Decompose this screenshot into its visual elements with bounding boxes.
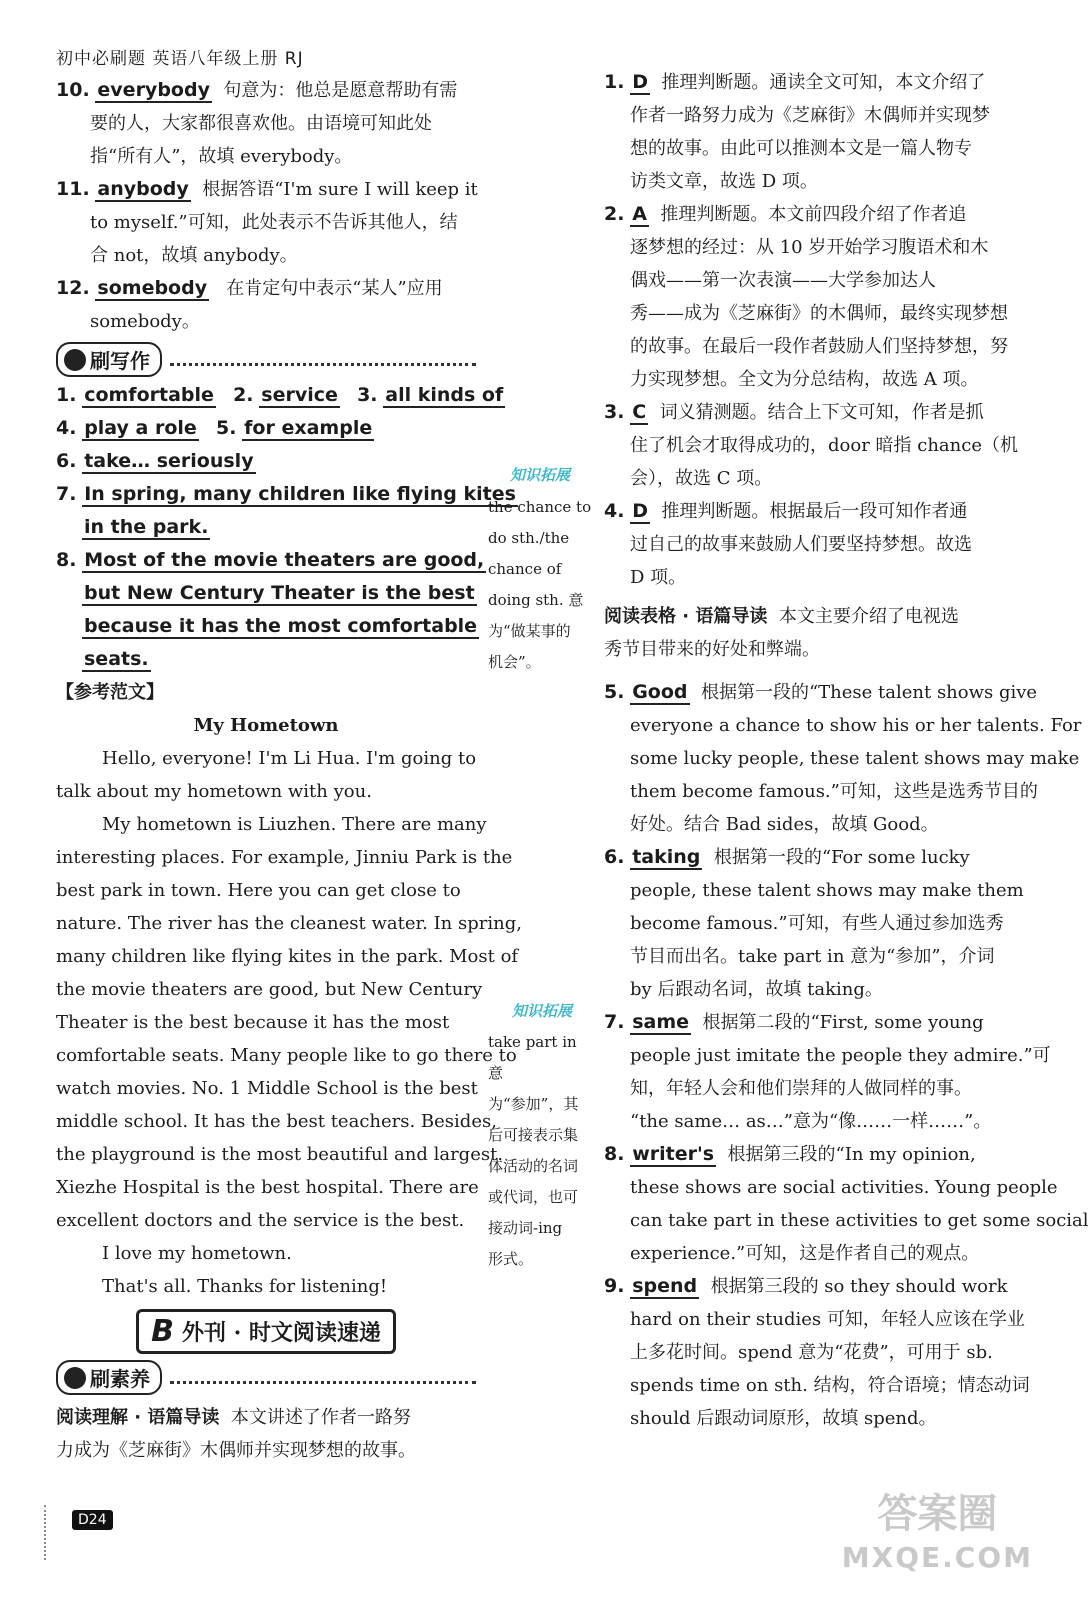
answer-item: 9. spend 根据第三段的 so they should work hard on their studies 可知，年轻人应该在学业 上多花时间。spend 意为“花费”，可用于 sb. spends time on sth. 结构，符合语境；情态动词 should 后跟动词原形，故填 spend。 xyxy=(604,1275,1030,1429)
table-guide: 阅读表格 · 语篇导读 本文主要介绍了电视选 xyxy=(604,606,959,627)
section-icon xyxy=(64,349,86,371)
left-column: 10. everybody 句意为：他总是愿意帮助有需 要的人，大家都很喜欢他。由语境可知此处 指“所有人”，故填 everybody。 11. anybody 根据答语“I'm sure I will keep it to myself.”可知，此处表示不告诉其他人，结 合 not，故填 anybody。 12. somebody 在肯定句中表示“某人”应用 somebody。 刷写作 1. comfortable 2. service 3. all kinds of 4. play a role 5. for example 6. take… seriously 7. In spring, many children like flying kites in the park. 8. Most of the movie theaters are good, but New Century Theater is the best because it has the most comfortable seats. 【参考范文】 My Hometown Hello, everyone! I'm Li Hua. I'm going to talk about my hometown with you. My hometown is Liuzhen. There are many interesting places. For example, Jinniu Park is the best park in town. Here you can get close to nature. The river has the cleanest water. In spring, many children like flying kites in the park. Most of the movie theaters are good, but New Century Theater is the best because it has the most comfortable seats. Many people like to go there to watch movies. No. 1 Middle School is the best middle school. It has the best teachers. Besides, the playground is the most beautiful and largest. Xiezhe Hospital is the best hospital. There are excellent doctors and the service is the best. I love my hometown. That's all. Thanks for listening! B 外刊 · 时文阅读速递 刷素养 阅读理解 · 语篇导读 本文讲述了作者一路努 力成为《芝麻街》木偶师并实现梦想的故事。 xyxy=(56,74,476,1467)
side-note: the chance to do sth./the chance of doing sth. 意 为“做某事的 机会”。 xyxy=(488,498,592,671)
page-number: D24 xyxy=(72,1510,113,1530)
right-column: 1. D 推理判断题。通读全文可知，本文介绍了 作者一路努力成为《芝麻街》木偶师并实现梦 想的故事。由此可以推测本文是一篇人物专 访类文章，故选 D 项。 2. A 推理判断题。本文前四段介绍了作者追 逐梦想的经过：从 10 岁开始学习腹语术和木 偶戏——第一次表演——大学参加达人 秀——成为《芝麻街》的木偶师，最终实现梦想 的故事。在最后一段作者鼓励人们坚持梦想，努 力实现梦想。全文为分总结构，故选 A 项。 3. C 词义猜测题。结合上下文可知，作者是抓 住了机会才取得成功的，door 暗指 chance（机 会），故选 C 项。 4. D 推理判断题。根据最后一段可知作者通 过自己的故事来鼓励人们要坚持梦想。故选 D 项。 阅读表格 · 语篇导读 本文主要介绍了电视选 秀节目带来的好处和弊端。 5. Good 根据第一段的“These talent shows give everyone a chance to show his or her talents. For some lucky people, these talent shows may make them become famous.”可知，这些是选秀节目的 好处。结合 Bad sides，故填 Good。 6. taking 根据第一段的“For some lucky people, these talent shows may make them become famous.”可知，有些人通过参加选秀 节目而出名。take part in 意为“参加”，介词 by 后跟动名词，故填 taking。 7. same 根据第二段的“First, some young people just imitate the people they admire.”可 知，年轻人会和他们崇拜的人做同样的事。 “the same… as…”意为“像……一样……”。 8. writer's 根据第三段的“In my opinion, these shows are social activities. Young people can take part in these activities to get some social experience.”可知，这是作者自己的观点。 9. spend 根据第三段的 so they should work hard on their studies 可知，年轻人应该在学业 上多花时间。spend 意为“花费”，可用于 sb. spends time on sth. 结构，符合语境；情态动词 should 后跟动词原形，故填 spend。 xyxy=(604,66,1024,1435)
section-heading-write: 刷写作 xyxy=(56,342,476,377)
answer-item: 10. everybody 句意为：他总是愿意帮助有需 要的人，大家都很喜欢他。由语境可知此处 指“所有人”，故填 everybody。 xyxy=(56,79,458,167)
essay-body: Hello, everyone! I'm Li Hua. I'm going to talk about my hometown with you. My hometown is Liuzhen. There are many interesting places. For example, Jinniu Park is the best park in town. Here you can get close to nature. The river has the cleanest water. In spring, many children like flying kites in the park. Most of the movie theaters are good, but New Century Theater is the best because it has the most comfortable seats. Many people like to go there to watch movies. No. 1 Middle School is the best middle school. It has the best teachers. Besides, the playground is the most beautiful and largest. Xiezhe Hospital is the best hospital. There are excellent doctors and the service is the best. I love my hometown. That's all. Thanks for listening! xyxy=(56,748,522,1297)
answer-item: 6. taking 根据第一段的“For some lucky people, these talent shows may make them become famous.”可知，有些人通过参加选秀 节目而出名。take part in 意为“参加”，介词 by 后跟动名词，故填 taking。 xyxy=(604,846,1024,1000)
answer-item: 3. C 词义猜测题。结合上下文可知，作者是抓 住了机会才取得成功的，door 暗指 chance（机 会），故选 C 项。 xyxy=(604,401,1018,489)
write-row: 8. Most of the movie theaters are good, xyxy=(56,549,485,571)
essay-title: My Hometown xyxy=(193,715,339,736)
answer-text: everybody xyxy=(97,79,210,101)
answer-item: 5. Good 根据第一段的“These talent shows give everyone a chance to show his or her talents. For some lucky people, these talent shows may make them become famous.”可知，这些是选秀节目的 好处。结合 Bad sides，故填 Good。 xyxy=(604,681,1082,835)
write-row: 6. take… seriously xyxy=(56,450,254,472)
write-row: 1. comfortable 2. service 3. all kinds of xyxy=(56,384,504,406)
side-note: take part in 意 为“参加”，其 后可接表示集 体活动的名词 或代词，也可 接动词-ing 形式。 xyxy=(488,1033,579,1268)
write-row: 7. In spring, many children like flying kites xyxy=(56,483,516,505)
answer-text: somebody xyxy=(97,277,208,299)
answer-text: anybody xyxy=(97,178,189,200)
page-header: 初中必刷题 英语八年级上册 RJ xyxy=(56,49,304,69)
answer-item: 4. D 推理判断题。根据最后一段可知作者通 过自己的故事来鼓励人们要坚持梦想。故选 D 项。 xyxy=(604,500,972,588)
dotted-divider xyxy=(170,353,476,366)
write-row: 4. play a role 5. for example xyxy=(56,417,373,439)
answer-item: 11. anybody 根据答语“I'm sure I will keep it to myself.”可知，此处表示不告诉其他人，结 合 not，故填 anybody。 xyxy=(56,178,478,266)
answer-item: 12. somebody 在肯定句中表示“某人”应用 somebody。 xyxy=(56,277,443,332)
answer-item: 2. A 推理判断题。本文前四段介绍了作者追 逐梦想的经过：从 10 岁开始学习腹语术和木 偶戏——第一次表演——大学参加达人 秀——成为《芝麻街》的木偶师，最终实现梦想 的故事。在最后一段作者鼓励人们坚持梦想，努 力实现梦想。全文为分总结构，故选 A 项。 xyxy=(604,203,1008,390)
note-heading: 知识拓展 xyxy=(512,1002,573,1020)
reference-label: 【参考范文】 xyxy=(56,682,164,703)
margin-dots xyxy=(44,1505,46,1560)
answer-item: 7. same 根据第二段的“First, some young people just imitate the people they admire.”可 知，年轻人会和他们崇拜的人做同样的事。 “the same… as…”意为“像……一样……”。 xyxy=(604,1011,1051,1132)
section-b-banner: B 外刊 · 时文阅读速递 xyxy=(56,1309,476,1354)
section-icon xyxy=(64,1367,86,1389)
answer-item: 1. D 推理判断题。通读全文可知，本文介绍了 作者一路努力成为《芝麻街》木偶师并实现梦 想的故事。由此可以推测本文是一篇人物专 访类文章，故选 D 项。 xyxy=(604,71,990,192)
section-b-letter: B xyxy=(151,1314,174,1349)
reading-guide: 阅读理解 · 语篇导读 本文讲述了作者一路努 xyxy=(56,1407,411,1428)
note-heading: 知识拓展 xyxy=(510,466,571,484)
dotted-divider xyxy=(170,1371,476,1384)
answer-item: 8. writer's 根据第三段的“In my opinion, these shows are social activities. Young people can take part in these activities to get some social experience.”可知，这是作者自己的观点。 xyxy=(604,1143,1089,1264)
section-heading-su: 刷素养 xyxy=(56,1360,476,1395)
watermark: 答案圈 MXQE.COM xyxy=(841,1491,1033,1574)
